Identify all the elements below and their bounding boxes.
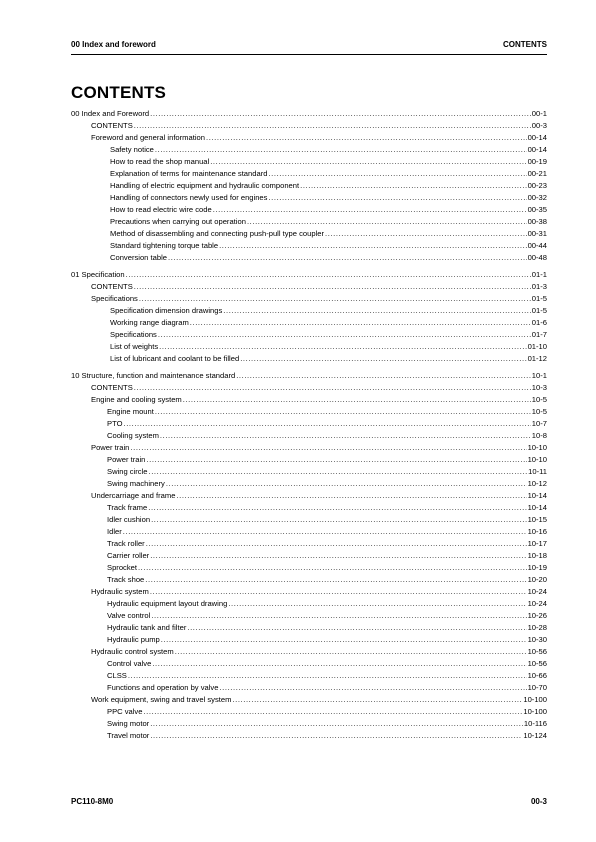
toc-entry-label: Precautions when carrying out operation (110, 217, 246, 226)
toc-entry[interactable] (71, 466, 547, 478)
toc-entry-page: 01-7 (531, 330, 547, 339)
toc-entry-page: 01-6 (531, 318, 547, 327)
toc-dot-leader (219, 240, 526, 252)
toc-entry-page: 00-3 (531, 121, 547, 130)
toc-entry[interactable] (71, 269, 547, 281)
header-right-label: CONTENTS (503, 40, 547, 49)
toc-entry[interactable] (71, 180, 547, 192)
toc-dot-leader (223, 305, 531, 317)
toc-dot-leader (150, 550, 526, 562)
page-footer (71, 797, 547, 809)
toc-entry-label: Track frame (107, 503, 148, 512)
toc-entry-page: 10-16 (527, 527, 547, 536)
toc-entry-label: Working range diagram (110, 318, 189, 327)
toc-dot-leader (126, 269, 531, 281)
toc-dot-leader (152, 658, 526, 670)
toc-entry[interactable] (71, 168, 547, 180)
toc-entry-label: Swing machinery (107, 479, 165, 488)
toc-entry-page: 00-23 (527, 181, 547, 190)
toc-entry-label: Specifications (110, 330, 157, 339)
toc-dot-leader (134, 120, 531, 132)
toc-dot-leader (159, 341, 526, 353)
toc-entry-page: 00-14 (527, 145, 547, 154)
header-section-title: 00 Index and foreword (71, 40, 156, 49)
toc-entry-page: 10-5 (531, 395, 547, 404)
toc-entry[interactable] (71, 353, 547, 365)
table-of-contents (71, 108, 547, 742)
toc-dot-leader (210, 156, 526, 168)
toc-entry-label: Handling of electric equipment and hydraulic component (110, 181, 300, 190)
toc-entry[interactable] (71, 694, 547, 706)
toc-entry[interactable] (71, 442, 547, 454)
toc-entry-label: Valve control (107, 611, 151, 620)
toc-entry[interactable] (71, 281, 547, 293)
toc-dot-leader (325, 228, 527, 240)
toc-entry-page: 10-100 (523, 707, 547, 716)
toc-entry[interactable] (71, 305, 547, 317)
toc-entry-page: 10-30 (527, 635, 547, 644)
toc-dot-leader (176, 490, 526, 502)
toc-entry-page: 01-5 (531, 306, 547, 315)
toc-entry-label: Specification dimension drawings (110, 306, 223, 315)
toc-dot-leader (213, 204, 527, 216)
toc-entry-page: 01-3 (531, 282, 547, 291)
toc-entry[interactable] (71, 329, 547, 341)
toc-dot-leader (145, 574, 526, 586)
toc-entry-label: Track shoe (107, 575, 145, 584)
toc-dot-leader (166, 478, 527, 490)
toc-entry-label: Power train (107, 455, 146, 464)
toc-entry-page: 10-8 (531, 431, 547, 440)
toc-entry-page: 10-14 (527, 503, 547, 512)
toc-entry[interactable] (71, 240, 547, 252)
toc-entry-label: CONTENTS (91, 282, 133, 291)
toc-entry-page: 01-10 (527, 342, 547, 351)
toc-entry-label: Hydraulic system (91, 587, 149, 596)
toc-dot-leader (190, 317, 531, 329)
header-divider (71, 54, 547, 55)
toc-entry-label: Safety notice (110, 145, 154, 154)
toc-entry-page: 00-44 (527, 241, 547, 250)
toc-entry-label: Idler cushion (107, 515, 151, 524)
toc-entry[interactable] (71, 144, 547, 156)
toc-entry-page: 10-10 (527, 443, 547, 452)
toc-entry-label: Conversion table (110, 253, 167, 262)
toc-entry[interactable] (71, 634, 547, 646)
toc-entry-page: 01-1 (531, 270, 547, 279)
toc-entry-page: 10-116 (523, 719, 547, 728)
toc-entry[interactable] (71, 252, 547, 264)
toc-entry-label: Track roller (107, 539, 145, 548)
toc-dot-leader (219, 682, 526, 694)
toc-entry-label: Handling of connectors newly used for engines (110, 193, 268, 202)
toc-dot-leader (150, 108, 531, 120)
toc-dot-leader (183, 394, 531, 406)
toc-entry-page: 10-70 (527, 683, 547, 692)
toc-entry-label: CLSS (107, 671, 127, 680)
toc-entry[interactable] (71, 502, 547, 514)
toc-entry-page: 10-11 (528, 467, 547, 476)
toc-entry-page: 10-14 (527, 491, 547, 500)
page-header (71, 40, 547, 52)
toc-entry-page: 00-21 (527, 169, 547, 178)
toc-entry-label: Method of disassembling and connecting push-pull type coupler (110, 229, 325, 238)
toc-entry-label: Cooling system (107, 431, 159, 440)
toc-entry-label: CONTENTS (91, 383, 133, 392)
toc-dot-leader (138, 562, 527, 574)
toc-entry[interactable] (71, 526, 547, 538)
toc-entry-page: 00-35 (527, 205, 547, 214)
toc-entry[interactable] (71, 120, 547, 132)
toc-entry-label: Idler (107, 527, 122, 536)
toc-dot-leader (143, 706, 522, 718)
toc-entry-page: 10-56 (527, 647, 547, 656)
toc-entry-page: 10-12 (527, 479, 547, 488)
footer-model: PC110-8M0 (71, 797, 114, 806)
toc-entry[interactable] (71, 562, 547, 574)
toc-entry[interactable] (71, 670, 547, 682)
toc-dot-leader (187, 622, 526, 634)
toc-entry-page: 00-32 (527, 193, 547, 202)
toc-entry-label: 00 Index and Foreword (71, 109, 150, 118)
toc-entry[interactable] (71, 216, 547, 228)
toc-entry-page: 10-15 (527, 515, 547, 524)
toc-entry-label: List of lubricant and coolant to be filled (110, 354, 240, 363)
toc-entry-label: PTO (107, 419, 123, 428)
toc-dot-leader (123, 418, 530, 430)
toc-entry-label: Work equipment, swing and travel system (91, 695, 232, 704)
toc-entry-label: Engine mount (107, 407, 154, 416)
toc-entry[interactable] (71, 586, 547, 598)
toc-entry-label: Swing motor (107, 719, 150, 728)
toc-entry-label: Hydraulic equipment layout drawing (107, 599, 228, 608)
toc-entry-page: 10-100 (523, 695, 547, 704)
toc-dot-leader (155, 144, 527, 156)
toc-entry-page: 00-31 (527, 229, 547, 238)
toc-dot-leader (123, 526, 527, 538)
toc-dot-leader (247, 216, 527, 228)
toc-entry[interactable] (71, 598, 547, 610)
toc-dot-leader (240, 353, 526, 365)
toc-entry[interactable] (71, 370, 547, 382)
toc-entry-label: How to read electric wire code (110, 205, 212, 214)
toc-dot-leader (236, 370, 531, 382)
toc-entry-label: Standard tightening torque table (110, 241, 219, 250)
toc-entry[interactable] (71, 192, 547, 204)
toc-dot-leader (149, 466, 528, 478)
toc-entry-label: 01 Specification (71, 270, 125, 279)
toc-dot-leader (160, 430, 531, 442)
toc-entry-label: 10 Structure, function and maintenance standard (71, 371, 236, 380)
toc-entry-label: Hydraulic control system (91, 647, 174, 656)
toc-entry-label: Undercarriage and frame (91, 491, 176, 500)
toc-dot-leader (155, 406, 531, 418)
toc-entry-label: Explanation of terms for maintenance standard (110, 169, 268, 178)
toc-entry-label: Functions and operation by valve (107, 683, 219, 692)
toc-entry-page: 00-38 (527, 217, 547, 226)
toc-entry[interactable] (71, 228, 547, 240)
toc-entry[interactable] (71, 730, 547, 742)
toc-entry-label: Control valve (107, 659, 152, 668)
toc-dot-leader (128, 670, 527, 682)
toc-dot-leader (134, 382, 531, 394)
toc-entry[interactable] (71, 658, 547, 670)
toc-entry-label: Hydraulic tank and filter (107, 623, 187, 632)
toc-entry[interactable] (71, 293, 547, 305)
toc-entry-page: 10-24 (527, 599, 547, 608)
toc-entry[interactable] (71, 108, 547, 120)
toc-entry-page: 00-19 (527, 157, 547, 166)
toc-entry-label: Carrier roller (107, 551, 150, 560)
toc-entry[interactable] (71, 682, 547, 694)
toc-entry-label: List of weights (110, 342, 159, 351)
toc-entry[interactable] (71, 341, 547, 353)
toc-entry-page: 10-28 (527, 623, 547, 632)
page-title: CONTENTS (71, 83, 167, 102)
toc-entry[interactable] (71, 156, 547, 168)
toc-entry-page: 00-14 (527, 133, 547, 142)
toc-dot-leader (168, 252, 527, 264)
toc-entry-page: 10-20 (527, 575, 547, 584)
toc-entry-label: Foreword and general information (91, 133, 205, 142)
toc-dot-leader (146, 454, 526, 466)
toc-entry[interactable] (71, 706, 547, 718)
toc-entry-label: Power train (91, 443, 130, 452)
toc-entry-label: Sprocket (107, 563, 137, 572)
toc-entry-page: 00-48 (527, 253, 547, 262)
toc-entry-label: Engine and cooling system (91, 395, 182, 404)
toc-dot-leader (139, 293, 531, 305)
toc-entry[interactable] (71, 454, 547, 466)
toc-dot-leader (232, 694, 522, 706)
toc-entry[interactable] (71, 478, 547, 490)
toc-entry-page: 10-56 (527, 659, 547, 668)
toc-entry-page: 10-24 (527, 587, 547, 596)
toc-entry[interactable] (71, 406, 547, 418)
toc-entry-page: 10-7 (531, 419, 547, 428)
toc-entry[interactable] (71, 317, 547, 329)
toc-entry-page: 10-3 (531, 383, 547, 392)
toc-entry-page: 10-10 (527, 455, 547, 464)
toc-dot-leader (268, 192, 526, 204)
toc-entry[interactable] (71, 610, 547, 622)
toc-dot-leader (175, 646, 527, 658)
toc-entry[interactable] (71, 514, 547, 526)
toc-entry-label: Hydraulic pump (107, 635, 160, 644)
toc-entry[interactable] (71, 382, 547, 394)
toc-entry[interactable] (71, 574, 547, 586)
toc-dot-leader (148, 502, 526, 514)
toc-entry-label: CONTENTS (91, 121, 133, 130)
toc-dot-leader (151, 610, 526, 622)
toc-entry-label: Swing circle (107, 467, 148, 476)
toc-entry[interactable] (71, 430, 547, 442)
toc-entry[interactable] (71, 394, 547, 406)
toc-entry-page: 10-1 (531, 371, 547, 380)
toc-dot-leader (268, 168, 526, 180)
toc-entry[interactable] (71, 490, 547, 502)
toc-entry-label: Specifications (91, 294, 138, 303)
toc-entry[interactable] (71, 718, 547, 730)
toc-entry[interactable] (71, 132, 547, 144)
toc-dot-leader (130, 442, 526, 454)
toc-entry-label: PPC valve (107, 707, 143, 716)
toc-entry[interactable] (71, 204, 547, 216)
toc-entry-page: 10-66 (527, 671, 547, 680)
toc-entry-page: 10-26 (527, 611, 547, 620)
toc-entry[interactable] (71, 418, 547, 430)
footer-page-number: 00-3 (530, 797, 547, 806)
toc-entry-page: 10-18 (527, 551, 547, 560)
toc-entry-label: Travel motor (107, 731, 150, 740)
toc-dot-leader (206, 132, 527, 144)
toc-entry[interactable] (71, 622, 547, 634)
toc-dot-leader (150, 718, 523, 730)
toc-dot-leader (300, 180, 526, 192)
toc-entry-page: 10-17 (527, 539, 547, 548)
toc-entry[interactable] (71, 646, 547, 658)
toc-entry[interactable] (71, 550, 547, 562)
toc-dot-leader (134, 281, 531, 293)
toc-entry-page: 10-5 (531, 407, 547, 416)
toc-entry-label: How to read the shop manual (110, 157, 210, 166)
toc-entry-page: 01-5 (531, 294, 547, 303)
toc-dot-leader (151, 514, 527, 526)
toc-entry-page: 00-1 (531, 109, 547, 118)
toc-dot-leader (150, 730, 522, 742)
toc-entry-page: 10-124 (523, 731, 547, 740)
toc-dot-leader (161, 634, 527, 646)
toc-dot-leader (158, 329, 531, 341)
toc-dot-leader (228, 598, 526, 610)
toc-entry[interactable] (71, 538, 547, 550)
toc-entry-page: 01-12 (527, 354, 547, 363)
toc-entry-page: 10-19 (527, 563, 547, 572)
toc-dot-leader (146, 538, 527, 550)
toc-dot-leader (150, 586, 527, 598)
